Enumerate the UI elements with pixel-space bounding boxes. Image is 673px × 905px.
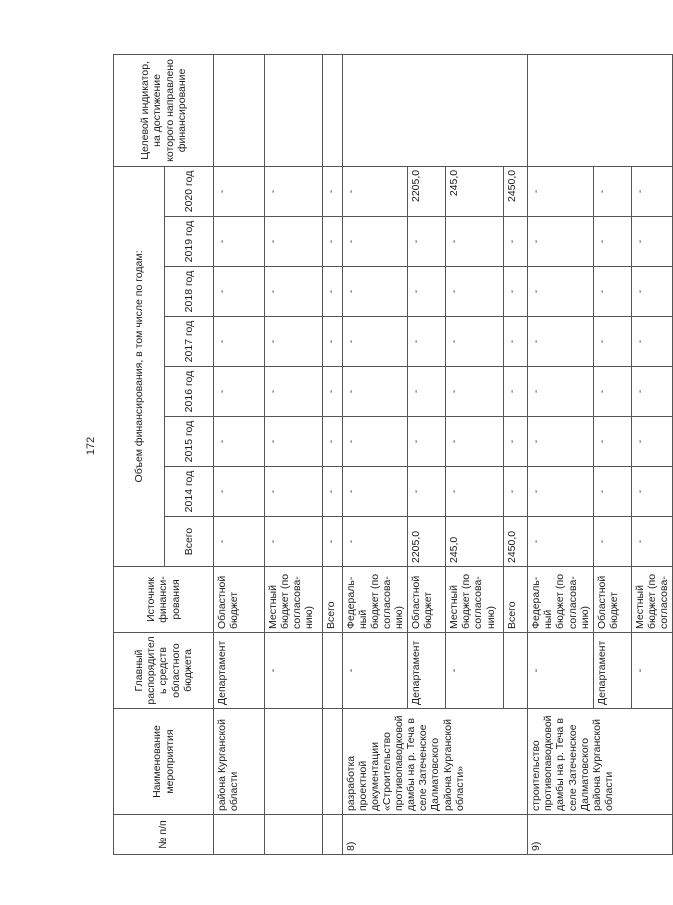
cell-source: Всего — [323, 567, 343, 633]
cell-num: 8) — [343, 815, 528, 855]
cell-year: - — [323, 417, 343, 467]
cell-year: - — [214, 267, 265, 317]
cell-name: разработка проектной документации «Строительство противопаводковой дамбы на р. Теча в селе Затеченское Далматовского района Курганской области» — [343, 709, 528, 815]
cell-distributor: Департамент — [593, 633, 631, 709]
cell-year: - — [504, 417, 528, 467]
cell-year: - — [528, 267, 593, 317]
cell-year: - — [265, 217, 323, 267]
cell-year: - — [446, 467, 504, 517]
cell-year: - — [504, 267, 528, 317]
cell-year: - — [446, 417, 504, 467]
table-row — [343, 54, 408, 854]
header-name: Наименование мероприятия — [114, 709, 214, 815]
cell-year: - — [265, 267, 323, 317]
table-row — [323, 54, 343, 854]
cell-year: - — [446, 267, 504, 317]
cell-distributor: - — [343, 633, 408, 709]
cell-year: - — [528, 317, 593, 367]
header-year: 2018 год — [165, 267, 214, 317]
cell-total: - — [631, 517, 672, 567]
cell-total: - — [343, 517, 408, 567]
cell-year: - — [593, 267, 631, 317]
cell-total: 245,0 — [446, 517, 504, 567]
table-rotator — [113, 55, 670, 855]
header-indicator: Целевой индикатор, на достижение которого направлено финансирование — [114, 54, 214, 166]
cell-total: - — [593, 517, 631, 567]
cell-year: - — [265, 367, 323, 417]
cell-year: - — [631, 417, 672, 467]
header-year: 2019 год — [165, 217, 214, 267]
cell-year: - — [343, 417, 408, 467]
cell-year: - — [265, 166, 323, 216]
cell-year: - — [528, 417, 593, 467]
cell-year: - — [446, 317, 504, 367]
header-year: 2020 год — [165, 166, 214, 216]
cell-year: - — [323, 467, 343, 517]
cell-year: - — [408, 217, 446, 267]
cell-year: - — [446, 217, 504, 267]
cell-total: - — [528, 517, 593, 567]
cell-total: 2205,0 — [408, 517, 446, 567]
cell-distributor: Департамент — [408, 633, 446, 709]
cell-source: Областной бюджет — [593, 567, 631, 633]
cell-year: - — [504, 467, 528, 517]
header-row-1 — [114, 54, 165, 854]
cell-source: Местный бюджет (по согласова-нию) — [446, 567, 504, 633]
header-year: 2017 год — [165, 317, 214, 367]
cell-year: - — [323, 267, 343, 317]
cell-indicator — [323, 54, 343, 166]
cell-total: - — [265, 517, 323, 567]
header-distributor: Главный распорядитель средств областного бюджета — [114, 633, 214, 709]
cell-distributor: Департамент — [214, 633, 265, 709]
cell-year: - — [214, 367, 265, 417]
cell-year: - — [631, 217, 672, 267]
cell-num — [323, 815, 343, 855]
cell-year: - — [214, 317, 265, 367]
cell-source: Федераль-ный бюджет (по согласова-нию) — [343, 567, 408, 633]
cell-year: - — [408, 367, 446, 417]
cell-indicator — [528, 54, 673, 166]
cell-year: - — [528, 367, 593, 417]
table-row — [214, 54, 265, 854]
cell-year: - — [593, 217, 631, 267]
cell-source: Местный бюджет (по согласова- — [631, 567, 672, 633]
cell-year: - — [323, 317, 343, 367]
cell-year: - — [593, 317, 631, 367]
cell-year: - — [265, 417, 323, 467]
header-total: Всего — [165, 517, 214, 567]
financing-table — [113, 54, 673, 855]
header-source: Источник финанси-рования — [114, 567, 214, 633]
cell-indicator — [343, 54, 528, 166]
cell-source: Всего — [504, 567, 528, 633]
cell-year: - — [265, 467, 323, 517]
cell-year: - — [504, 367, 528, 417]
cell-year: - — [408, 267, 446, 317]
cell-distributor: - — [265, 633, 323, 709]
header-year: 2016 год — [165, 367, 214, 417]
cell-total: - — [214, 517, 265, 567]
cell-year: - — [504, 217, 528, 267]
cell-year: - — [631, 317, 672, 367]
cell-year: - — [343, 267, 408, 317]
cell-year: - — [214, 417, 265, 467]
cell-source: Местный бюджет (по согласова-нию) — [265, 567, 323, 633]
cell-year: 2205,0 — [408, 166, 446, 216]
table-row — [265, 54, 323, 854]
cell-num — [265, 815, 323, 855]
cell-year: - — [408, 317, 446, 367]
cell-year: - — [528, 166, 593, 216]
cell-year: - — [593, 367, 631, 417]
cell-distributor — [504, 633, 528, 709]
cell-year: - — [631, 166, 672, 216]
cell-year: - — [528, 467, 593, 517]
cell-year: 245,0 — [446, 166, 504, 216]
cell-year: - — [631, 467, 672, 517]
cell-year: - — [214, 217, 265, 267]
table-row — [528, 54, 593, 854]
cell-source: Областной бюджет — [408, 567, 446, 633]
cell-year: - — [265, 317, 323, 367]
cell-distributor: - — [528, 633, 593, 709]
cell-name: строительство противопаводковой дамбы на р. Теча в селе Затеченское Далматовского района Курганской области — [528, 709, 673, 815]
header-volume: Объем финансирования, в том числе по годам: — [114, 166, 165, 566]
cell-year: - — [214, 467, 265, 517]
cell-name — [323, 709, 343, 815]
cell-num: 9) — [528, 815, 673, 855]
cell-year: - — [593, 166, 631, 216]
cell-year: - — [528, 217, 593, 267]
cell-year: - — [343, 217, 408, 267]
cell-year: - — [343, 467, 408, 517]
header-year: 2015 год — [165, 417, 214, 467]
cell-indicator — [214, 54, 265, 166]
cell-indicator — [265, 54, 323, 166]
cell-year: - — [408, 417, 446, 467]
cell-name — [265, 709, 323, 815]
cell-year: - — [343, 166, 408, 216]
cell-distributor — [323, 633, 343, 709]
cell-year: - — [343, 367, 408, 417]
cell-source: Областной бюджет — [214, 567, 265, 633]
cell-year: - — [408, 467, 446, 517]
cell-year: 2450,0 — [504, 166, 528, 216]
header-num: № п/п — [114, 815, 214, 855]
cell-year: - — [593, 417, 631, 467]
cell-year: - — [343, 317, 408, 367]
cell-year: - — [323, 367, 343, 417]
cell-year: - — [593, 467, 631, 517]
page-number: 172 — [85, 436, 98, 456]
cell-name: района Курганской области — [214, 709, 265, 815]
cell-year: - — [323, 166, 343, 216]
cell-total: 2450,0 — [504, 517, 528, 567]
cell-total: - — [323, 517, 343, 567]
cell-distributor: - — [446, 633, 504, 709]
cell-year: - — [214, 166, 265, 216]
header-year: 2014 год — [165, 467, 214, 517]
cell-source: Федераль-ный бюджет (по согласова-нию) — [528, 567, 593, 633]
cell-distributor: - — [631, 633, 672, 709]
cell-year: - — [504, 317, 528, 367]
cell-year: - — [446, 367, 504, 417]
cell-num — [214, 815, 265, 855]
rotated-sheet — [113, 55, 670, 855]
cell-year: - — [631, 367, 672, 417]
cell-year: - — [323, 217, 343, 267]
cell-year: - — [631, 267, 672, 317]
